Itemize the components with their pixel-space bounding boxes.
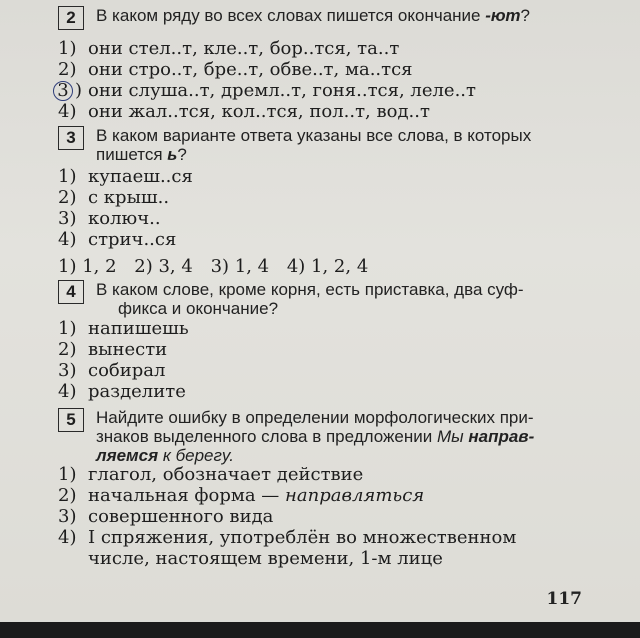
option-1: 1) купаеш..ся [58, 166, 193, 187]
answer-1: 1) 1, 2 [58, 256, 117, 277]
option-3: 3) колюч.. [58, 208, 161, 229]
option-3: 3) совершенного вида [58, 506, 274, 527]
question-number-box: 4 [58, 280, 84, 304]
options-list [58, 166, 618, 250]
question-text: В каком слове, кроме корня, есть приставка, два суф- фикса и окончание? [96, 280, 524, 318]
option-3-selected: 3 ) они слуша..т, дремл..т, гоня..тся, леле..т [58, 80, 618, 101]
answer-3: 3) 1, 4 [210, 256, 270, 277]
question-5 [58, 408, 618, 569]
options-list [58, 38, 618, 122]
option-2: 2) с крыш.. [58, 187, 170, 208]
pen-circle-mark: 3 [53, 81, 73, 101]
options-list [58, 318, 618, 402]
option-4: 4) они жал..тся, кол..тся, пол..т, вод..т [58, 101, 430, 122]
page-number: 117 [546, 589, 582, 609]
question-text: В каком ряду во всех словах пишется окончание -ют? [96, 6, 530, 25]
option-1: 1) глагол, обозначает действие [58, 464, 364, 485]
option-4: 4) разделите [58, 381, 186, 402]
option-4-continuation: числе, настоящем времени, 1-м лице [88, 548, 443, 569]
question-3 [58, 126, 618, 277]
option-1: 1) они стел..т, кле..т, бор..тся, та..т [58, 38, 400, 59]
question-number-box: 2 [58, 6, 84, 30]
question-4 [58, 280, 618, 402]
option-1: 1) напишешь [58, 318, 189, 339]
question-number-box: 3 [58, 126, 84, 150]
question-text: Найдите ошибку в определении морфологических при- знаков выделенного слова в предложении Мы направ- ляемся к берегу. [96, 408, 535, 465]
answer-2: 2) 3, 4 [134, 256, 193, 277]
option-4: 4) стрич..ся [58, 229, 177, 250]
option-2: 2) вынести [58, 339, 168, 360]
option-2: 2) они стро..т, бре..т, обве..т, ма..тся [58, 59, 413, 80]
option-2: 2) начальная форма — направляться [58, 485, 425, 506]
answer-4: 4) 1, 2, 4 [286, 256, 369, 277]
question-number-box: 5 [58, 408, 84, 432]
question-text: В каком варианте ответа указаны все слова, в которых пишется ь? [96, 126, 532, 164]
question-2 [58, 6, 618, 122]
option-3: 3) собирал [58, 360, 166, 381]
answer-choices [58, 256, 618, 277]
options-list [58, 464, 618, 569]
option-4: 4) I спряжения, употреблён во множественном [58, 527, 517, 548]
